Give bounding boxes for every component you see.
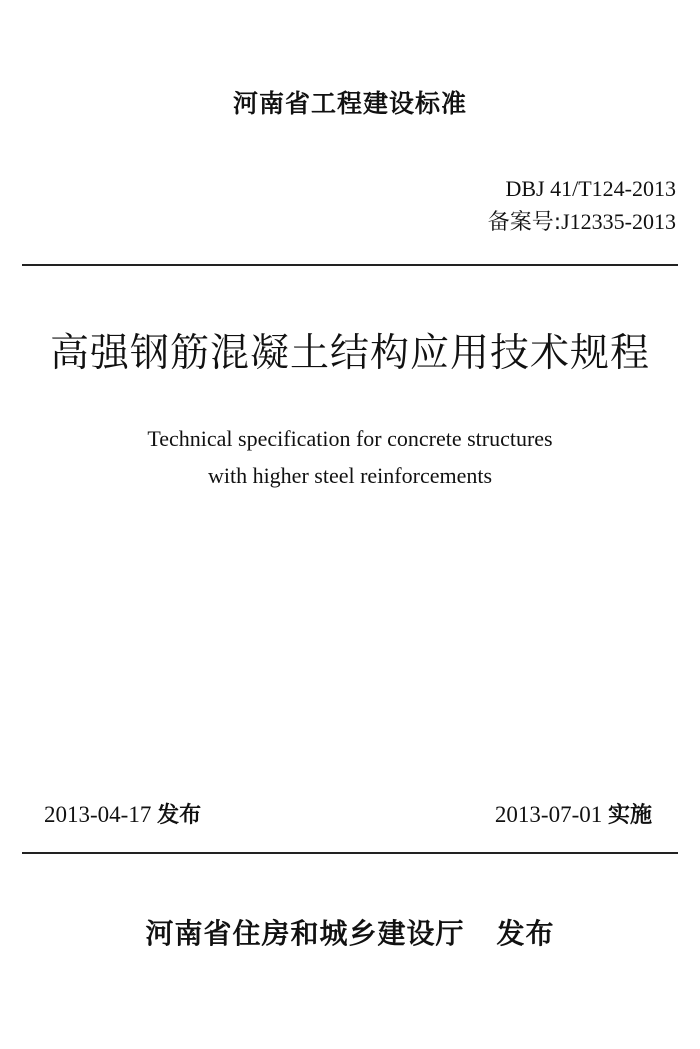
document-title-english	[0, 420, 700, 494]
document-title-chinese: 高强钢筋混凝土结构应用技术规程	[49, 331, 650, 376]
publisher-action: 发布	[496, 917, 555, 950]
issue-label: 发布	[157, 803, 202, 828]
effective-date-line	[495, 798, 652, 829]
issue-date: 2013-04-17	[44, 802, 152, 827]
english-title-line-1: Technical specification for concrete structures	[147, 426, 553, 451]
standard-header: 河南省工程建设标准	[232, 89, 467, 118]
issue-date-line	[44, 798, 201, 829]
standard-number: DBJ 41/T124-2013	[505, 176, 676, 201]
record-number: J12335-2013	[561, 209, 676, 234]
record-label: 备案号:	[487, 210, 562, 235]
record-number-line	[488, 205, 676, 239]
effective-date: 2013-07-01	[494, 802, 603, 827]
effective-label: 实施	[607, 803, 652, 828]
publisher-line	[0, 912, 700, 952]
publisher-name: 河南省住房和城乡建设厅	[145, 917, 465, 950]
bottom-divider	[22, 852, 678, 854]
english-title-line-2: with higher steel reinforcements	[207, 463, 493, 488]
standard-codes	[488, 172, 676, 239]
top-divider	[22, 264, 678, 266]
